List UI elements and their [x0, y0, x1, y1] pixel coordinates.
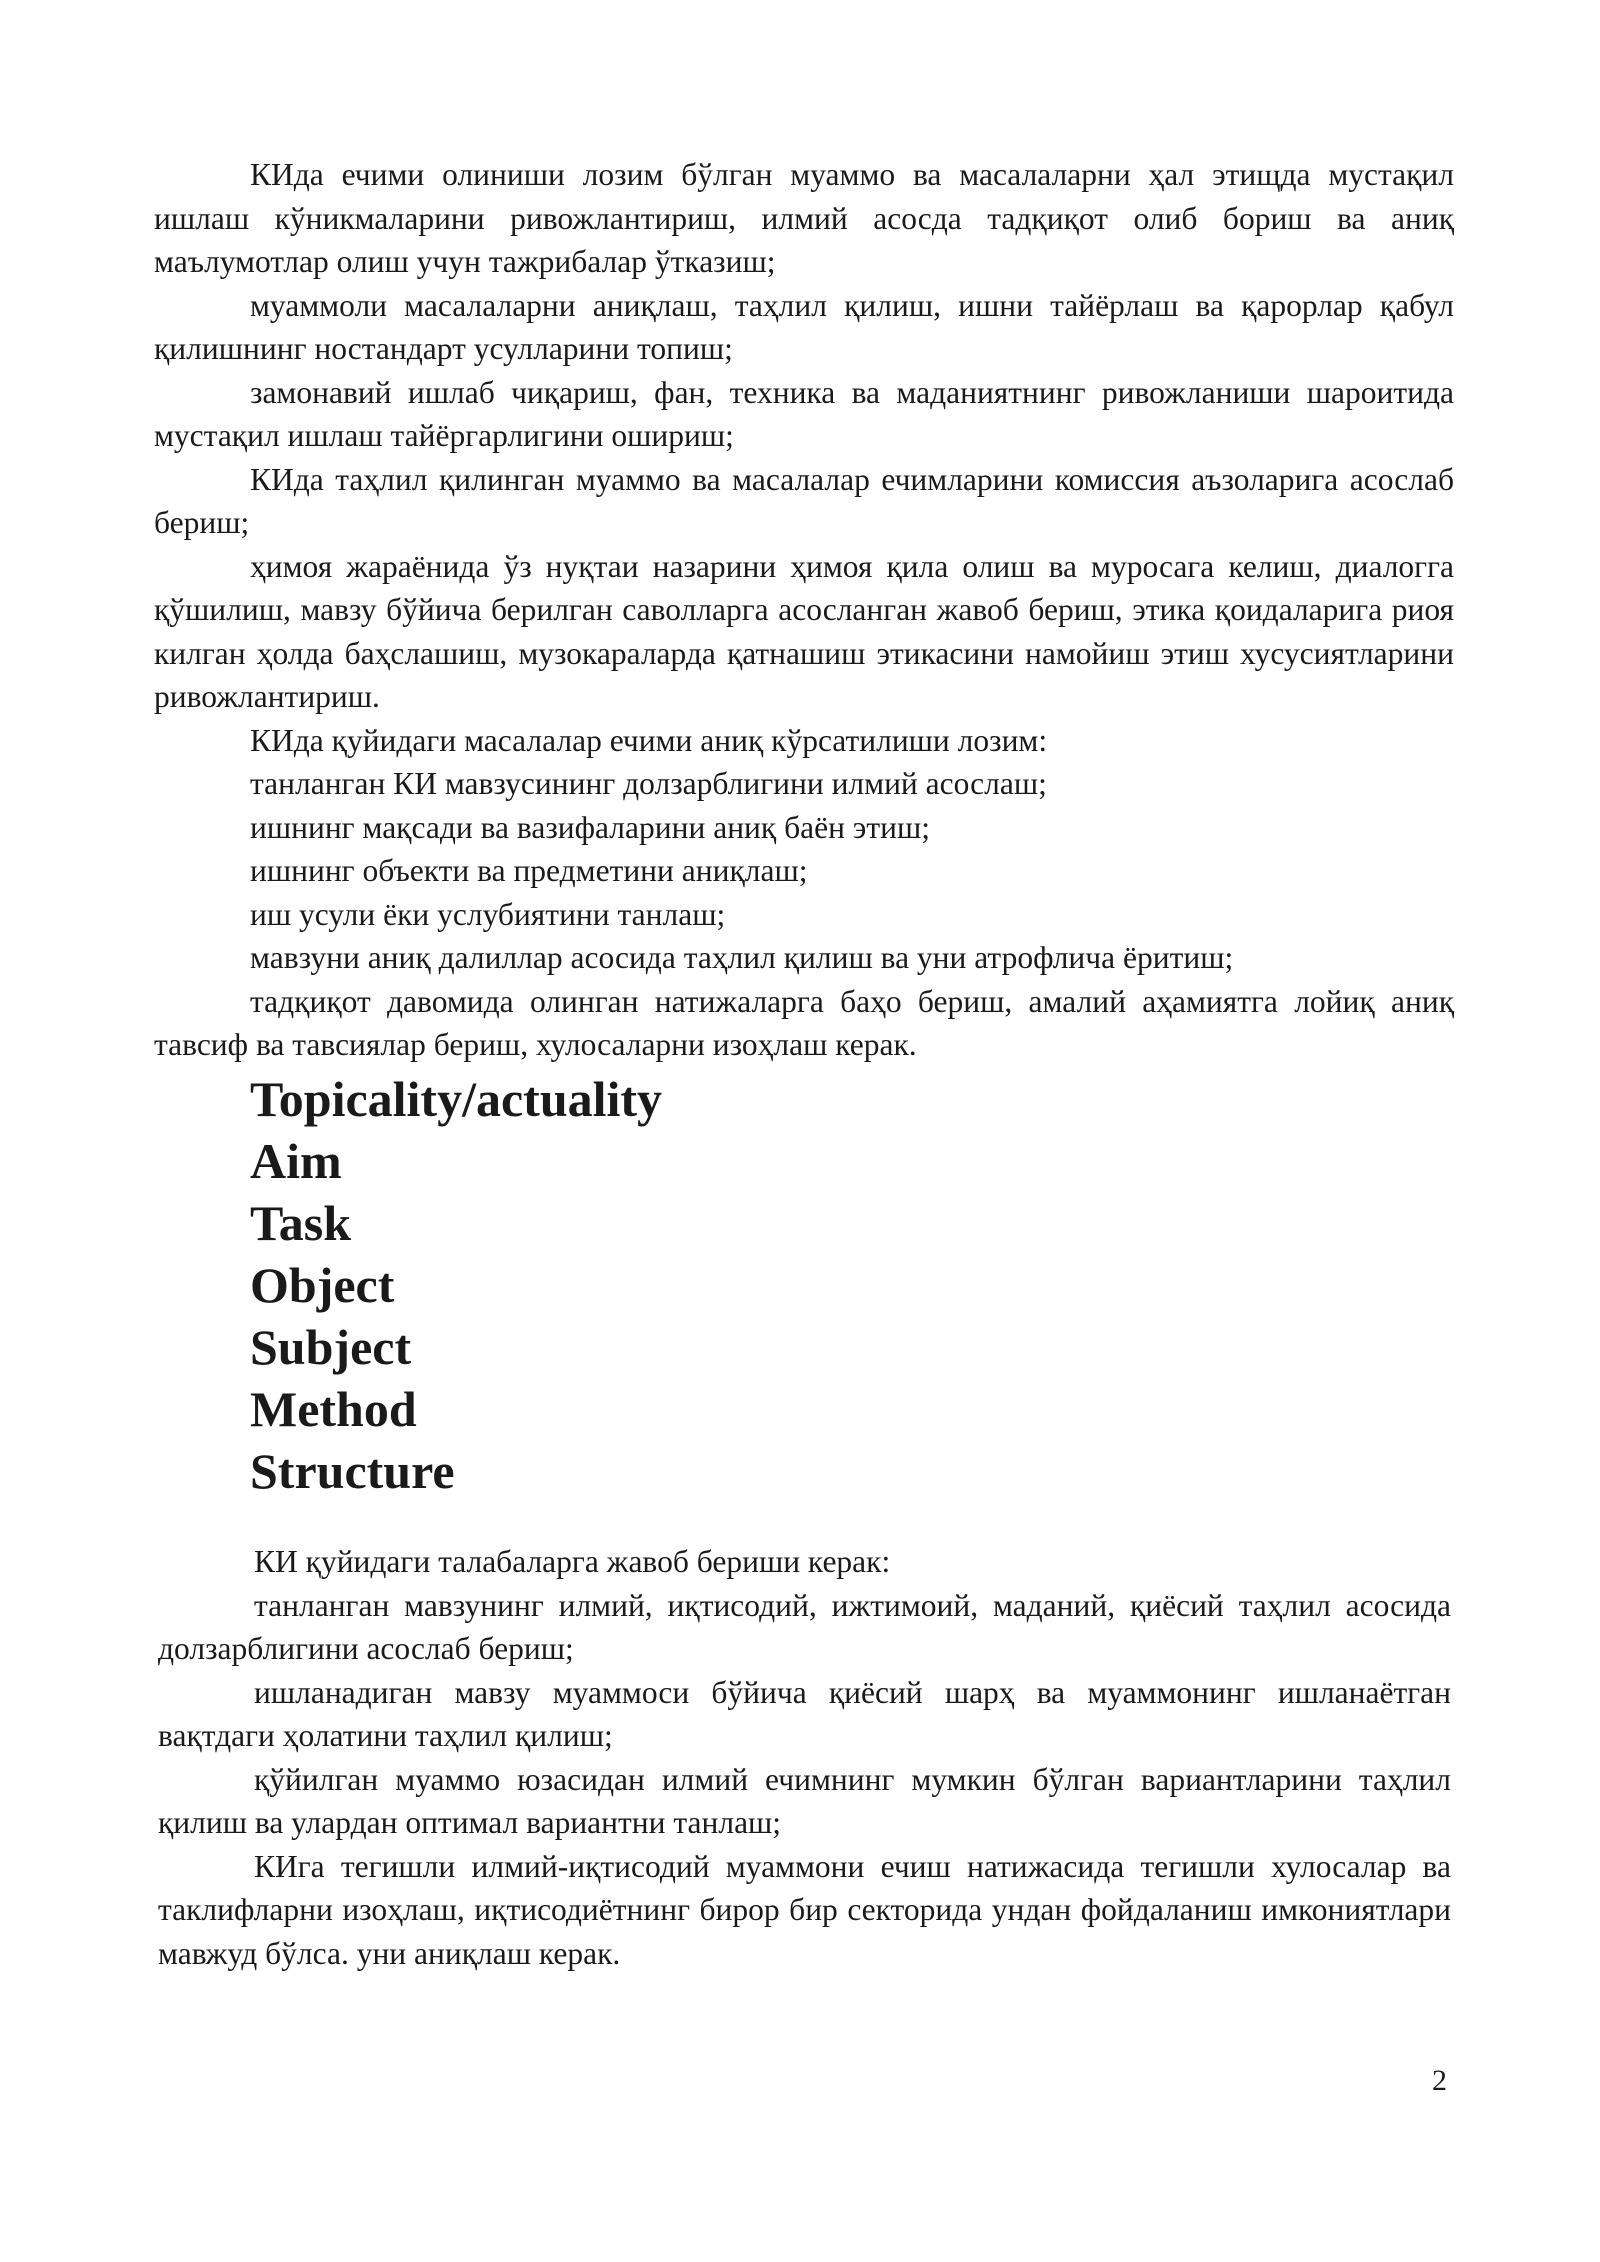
paragraph: тадқиқот давомида олинган натижаларга баҳо бериш, амалий аҳамиятга лойиқ аниқ тавсиф ва тавсиялар бериш, хулосаларни изоҳлаш керак.	[154, 983, 1454, 1062]
heading-topicality: Topicality/actuality	[250, 1071, 663, 1127]
paragraph: КИда ечими олиниши лозим бўлган муаммо ва масалаларни ҳал этищда мустақил ишлаш кўникмаларини ривожлантириш, илмий асосда тадқиқот олиб бориш ва аниқ маълумотлар олиш учун тажрибалар ўтказиш;	[154, 157, 1454, 279]
paragraph: танланган мавзунинг илмий, иқтисодий, ижтимоий, маданий, қиёсий таҳлил асосида долзарблигини асослаб бериш;	[158, 1587, 1451, 1666]
heading-aim: Aim	[250, 1133, 342, 1189]
section-objectives	[154, 153, 1454, 1067]
heading-object: Object	[250, 1257, 395, 1313]
paragraph: ишнинг мақсади ва вазифаларини аниқ баён этиш;	[250, 809, 930, 845]
heading-structure: Structure	[250, 1443, 455, 1499]
structure-headings	[250, 1068, 662, 1502]
paragraph: ишнинг объекти ва предметини аниқлаш;	[250, 853, 808, 888]
paragraph: КИда таҳлил қилинган муаммо ва масалалар ечимларини комиссия аъзоларига асослаб бериш;	[154, 461, 1454, 540]
paragraph: танланган КИ мавзусининг долзарблигини илмий асослаш;	[250, 766, 1047, 801]
paragraph: мавзуни аниқ далиллар асосида таҳлил қилиш ва уни атрофлича ёритиш;	[250, 940, 1234, 975]
paragraph: КИда қуйидаги масалалар ечими аниқ кўрсатилиши лозим:	[250, 722, 1048, 758]
heading-method: Method	[250, 1381, 417, 1437]
paragraph: муаммоли масалаларни аниқлаш, таҳлил қилиш, ишни тайёрлаш ва қарорлар қабул қилишнинг ностандарт усулларини топиш;	[154, 287, 1454, 366]
page-number: 2	[1432, 2064, 1447, 2097]
paragraph: замонавий ишлаб чиқариш, фан, техника ва маданиятнинг ривожланиши шароитида мустақил ишлаш тайёргарлигини ошириш;	[154, 374, 1454, 453]
paragraph: КИга тегишли илмий-иқтисодий муаммони ечиш натижасида тегишли хулосалар ва таклифларни изоҳлаш, иқтисодиётнинг бирор бир секторида ундан фойдаланиш имкониятлари мавжуд бўлса. уни аниқлаш керак.	[158, 1848, 1451, 1971]
paragraph: иш усули ёки услубиятини танлаш;	[250, 896, 726, 932]
section-requirements	[158, 1540, 1451, 1975]
paragraph: ишланадиган мавзу муаммоси бўйича қиёсий шарҳ ва муаммонинг ишланаётган вақтдаги ҳолатини таҳлил қилиш;	[158, 1674, 1451, 1753]
paragraph: қўйилган муаммо юзасидан илмий ечимнинг мумкин бўлган вариантларини таҳлил қилиш ва улардан оптимал вариантни танлаш;	[158, 1761, 1451, 1840]
heading-subject: Subject	[250, 1319, 412, 1375]
heading-task: Task	[250, 1195, 352, 1251]
paragraph: ҳимоя жараёнида ўз нуқтаи назарини ҳимоя қила олиш ва муросага келиш, диалогга қўшилиш, мавзу бўйича берилган саволларга асосланган жавоб бериш, этика қоидаларига риоя килган ҳолда баҳслашиш, музокараларда қатнашиш этикасини намойиш этиш хусусиятларини ривожлантириш.	[154, 548, 1454, 714]
paragraph: КИ қуйидаги талабаларга жавоб бериши керак:	[254, 1544, 891, 1579]
